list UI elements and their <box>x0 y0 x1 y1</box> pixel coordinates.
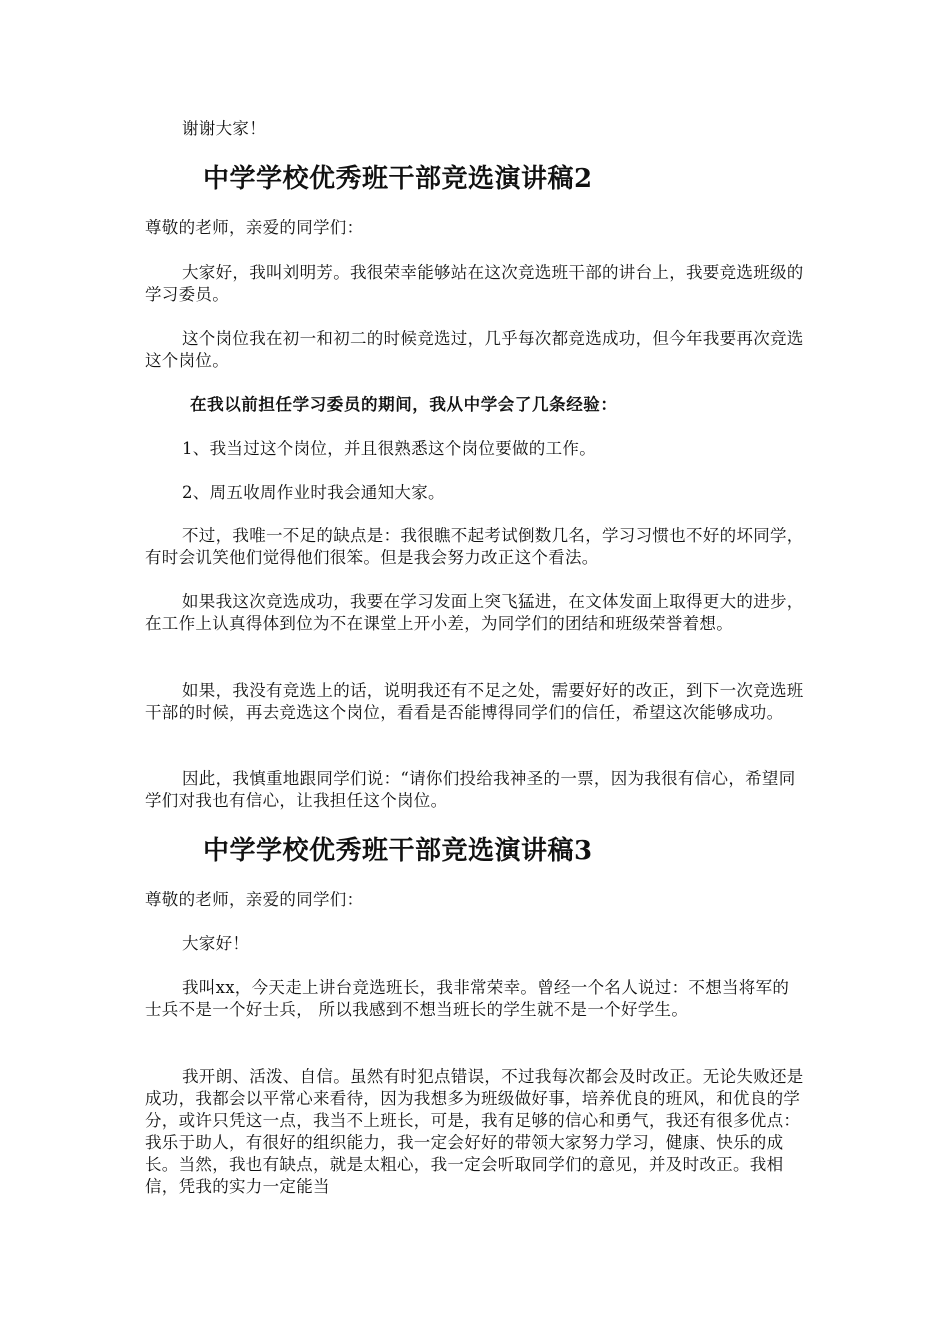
list-item: 2、周五收周作业时我会通知大家。 <box>182 483 445 502</box>
paragraph: 不过，我唯一不足的缺点是：我很瞧不起考试倒数几名，学习习惯也不好的坏同学，有时会讥笑他们觉得他们很笨。但是我会努力改正这个看法。 <box>145 526 804 567</box>
paragraph: 因此，我慎重地跟同学们说：“请你们投给我神圣的一票，因为我很有信心，希望同学们对我也有信心，让我担任这个岗位。 <box>145 769 796 810</box>
paragraph: 如果，我没有竞选上的话，说明我还有不足之处，需要好好的改正，到下一次竞选班干部的时候，再去竞选这个岗位，看看是否能博得同学们的信任，希望这次能够成功。 <box>145 681 804 722</box>
list-item: 1、我当过这个岗位，并且很熟悉这个岗位要做的工作。 <box>182 439 596 458</box>
paragraph: 大家好！ <box>182 934 250 953</box>
section-title: 中学学校优秀班干部竞选演讲稿3 <box>203 836 593 866</box>
paragraph: 我叫xx，今天走上讲台竞选班长，我非常荣幸。曾经一个名人说过：不想当将军的士兵不是一个好士兵， 所以我感到不想当班长的学生就不是一个好学生。 <box>145 978 790 1019</box>
section-title: 中学学校优秀班干部竞选演讲稿2 <box>203 164 593 194</box>
greeting: 尊敬的老师，亲爱的同学们： <box>145 890 364 909</box>
paragraph: 如果我这次竞选成功，我要在学习发面上突飞猛进，在文体发面上取得更大的进步，在工作上认真得体到位为不在课堂上开小差，为同学们的团结和班级荣誉着想。 <box>145 592 804 633</box>
paragraph: 我开朗、活泼、自信。虽然有时犯点错误，不过我每次都会及时改正。无论失败还是成功，我都会以平常心来看待，因为我想多为班级做好事，培养优良的班风，和优良的学分，或许只凭这一点，我当不上班长，可是，我有足够的信心和勇气，我还有很多优点：我乐于助人，有很好的组织能力，我一定会好好的带领大家努力学习，健康、快乐的成长。当然，我也有缺点，就是太粗心，我一定会听取同学们的意见，并及时改正。我相信，凭我的实力一定能当 <box>145 1067 804 1196</box>
greeting: 尊敬的老师，亲爱的同学们： <box>145 218 364 237</box>
closing-text: 谢谢大家！ <box>182 119 266 138</box>
paragraph: 这个岗位我在初一和初二的时候竞选过，几乎每次都竞选成功，但今年我要再次竞选这个岗位。 <box>145 329 804 370</box>
paragraph-bold: 在我以前担任学习委员的期间，我从中学会了几条经验： <box>190 395 618 414</box>
paragraph: 大家好，我叫刘明芳。我很荣幸能够站在这次竞选班干部的讲台上，我要竞选班级的学习委员。 <box>145 263 804 304</box>
